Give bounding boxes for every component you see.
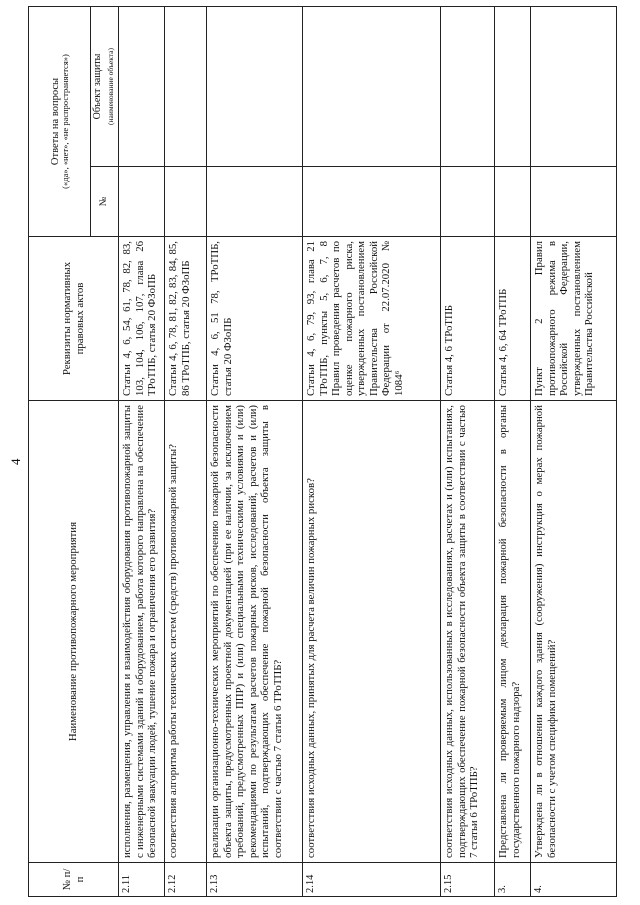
row-number: 2.12 <box>165 863 207 897</box>
table-row <box>207 7 303 897</box>
row-legal-acts: Статьи 4, 6, 51 78, ТРоТПБ, статья 20 ФЗоПБ <box>207 237 303 401</box>
row-measure: исполнения, размещения, управления и взаимодействия оборудования противопожарной защиты с инженерными системами зданий и оборудованием, работа которого направлена на обеспечение безопасной эвакуации людей, тушение пожара и ограничения его развития? <box>119 401 165 863</box>
row-legal-acts: Статья 4, 6, 64 ТРоТПБ <box>495 237 531 401</box>
table-row <box>303 7 441 897</box>
table-row <box>441 7 495 897</box>
header-subject-no: № <box>91 167 119 237</box>
header-legal-acts: Реквизиты нормативных правовых актов <box>29 237 119 401</box>
row-answer-no[interactable] <box>531 167 617 237</box>
row-measure: соответствия исходных данных, использованных в исследованиях, расчетах и (или) испытаниях, подтверждающих обеспечение пожарной безопасности объекта защиты в соответствии с частью 7 статьи 6 ТРоТПБ? <box>441 401 495 863</box>
row-measure: реализации организационно-технических мероприятий по обеспечению пожарной безопасности объекта защиты, предусмотренных проектной документацией (при ее наличии, за исключением требований, предусмотренных ППР) и (или) специальными техническими условиями и (или) рекомендациями по результатам расчетов пожарных рисков, исследований, расчетов и (или) испытаний, подтверждающих обеспечение пожарной безопасности объекта защиты в соответствии с частью 7 статьи 6 ТРоТПБ? <box>207 401 303 863</box>
row-answer-subject[interactable] <box>165 7 207 167</box>
row-measure: Утверждена ли в отношении каждого здания (сооружения) инструкция о мерах пожарной безопасности с учетом специфики помещений? <box>531 401 617 863</box>
row-legal-acts: Статьи 4, 6, 78, 81, 82, 83, 84, 85, 86 ТРоТПБ, статья 20 ФЗоПБ <box>165 237 207 401</box>
header-subject <box>91 7 119 167</box>
row-number: 2.15 <box>441 863 495 897</box>
row-number: 3. <box>495 863 531 897</box>
row-number: 2.11 <box>119 863 165 897</box>
row-answer-subject[interactable] <box>119 7 165 167</box>
header-answers <box>29 7 91 237</box>
row-measure: соответствия алгоритма работы технических систем (средств) противопожарной защиты? <box>165 401 207 863</box>
row-answer-no[interactable] <box>441 167 495 237</box>
header-measure-name: Наименование противопожарного мероприятия <box>29 401 119 863</box>
row-answer-subject[interactable] <box>441 7 495 167</box>
row-measure: Представлена ли проверяемым лицом декларация пожарной безопасности в органы государственного пожарного надзора? <box>495 401 531 863</box>
row-answer-no[interactable] <box>495 167 531 237</box>
row-answer-subject[interactable] <box>303 7 441 167</box>
row-answer-no[interactable] <box>165 167 207 237</box>
header-subject-title: Объект защиты <box>92 53 103 120</box>
table-row <box>495 7 531 897</box>
row-legal-acts: Статьи 4, 6, 54, 61, 78, 82, 83, 103, 104, 106, 107, глава 26 ТРоТПБ, статья 20 ФЗоПБ <box>119 237 165 401</box>
header-answers-sub: («да», «нет», «не распространяется») <box>59 54 70 189</box>
row-answer-no[interactable] <box>119 167 165 237</box>
row-measure: соответствия исходных данных, принятых для расчета величин пожарных рисков? <box>303 401 441 863</box>
row-legal-acts: Статья 4, 6 ТРоТПБ <box>441 237 495 401</box>
header-answers-title: Ответы на вопросы <box>49 77 61 166</box>
row-answer-subject[interactable] <box>531 7 617 167</box>
page-number: 4 <box>8 458 23 465</box>
row-answer-subject[interactable] <box>207 7 303 167</box>
header-num: № п/п <box>29 863 119 897</box>
row-answer-no[interactable] <box>207 167 303 237</box>
row-number: 2.14 <box>303 863 441 897</box>
row-answer-subject[interactable] <box>495 7 531 167</box>
checklist-table <box>28 6 617 897</box>
row-legal-acts: Статьи 4, 6, 79, 93, глава 21 ТРоТПБ, пункты 5, 6, 7, 8 Правил проведения расчетов по оценке пожарного риска, утвержденных постановлением Правительства Российской Федерации от 22.07.2020 № 1084⁶ <box>303 237 441 401</box>
row-number: 2.13 <box>207 863 303 897</box>
table-row <box>119 7 165 897</box>
header-subject-sub: (наименование объекта) <box>105 47 115 126</box>
row-number: 4. <box>531 863 617 897</box>
row-answer-no[interactable] <box>303 167 441 237</box>
row-legal-acts: Пункт 2 Правил противопожарного режима в Российской Федерации, утвержденных постановлением Правительства Российской <box>531 237 617 401</box>
table-row <box>165 7 207 897</box>
table-row <box>531 7 617 897</box>
